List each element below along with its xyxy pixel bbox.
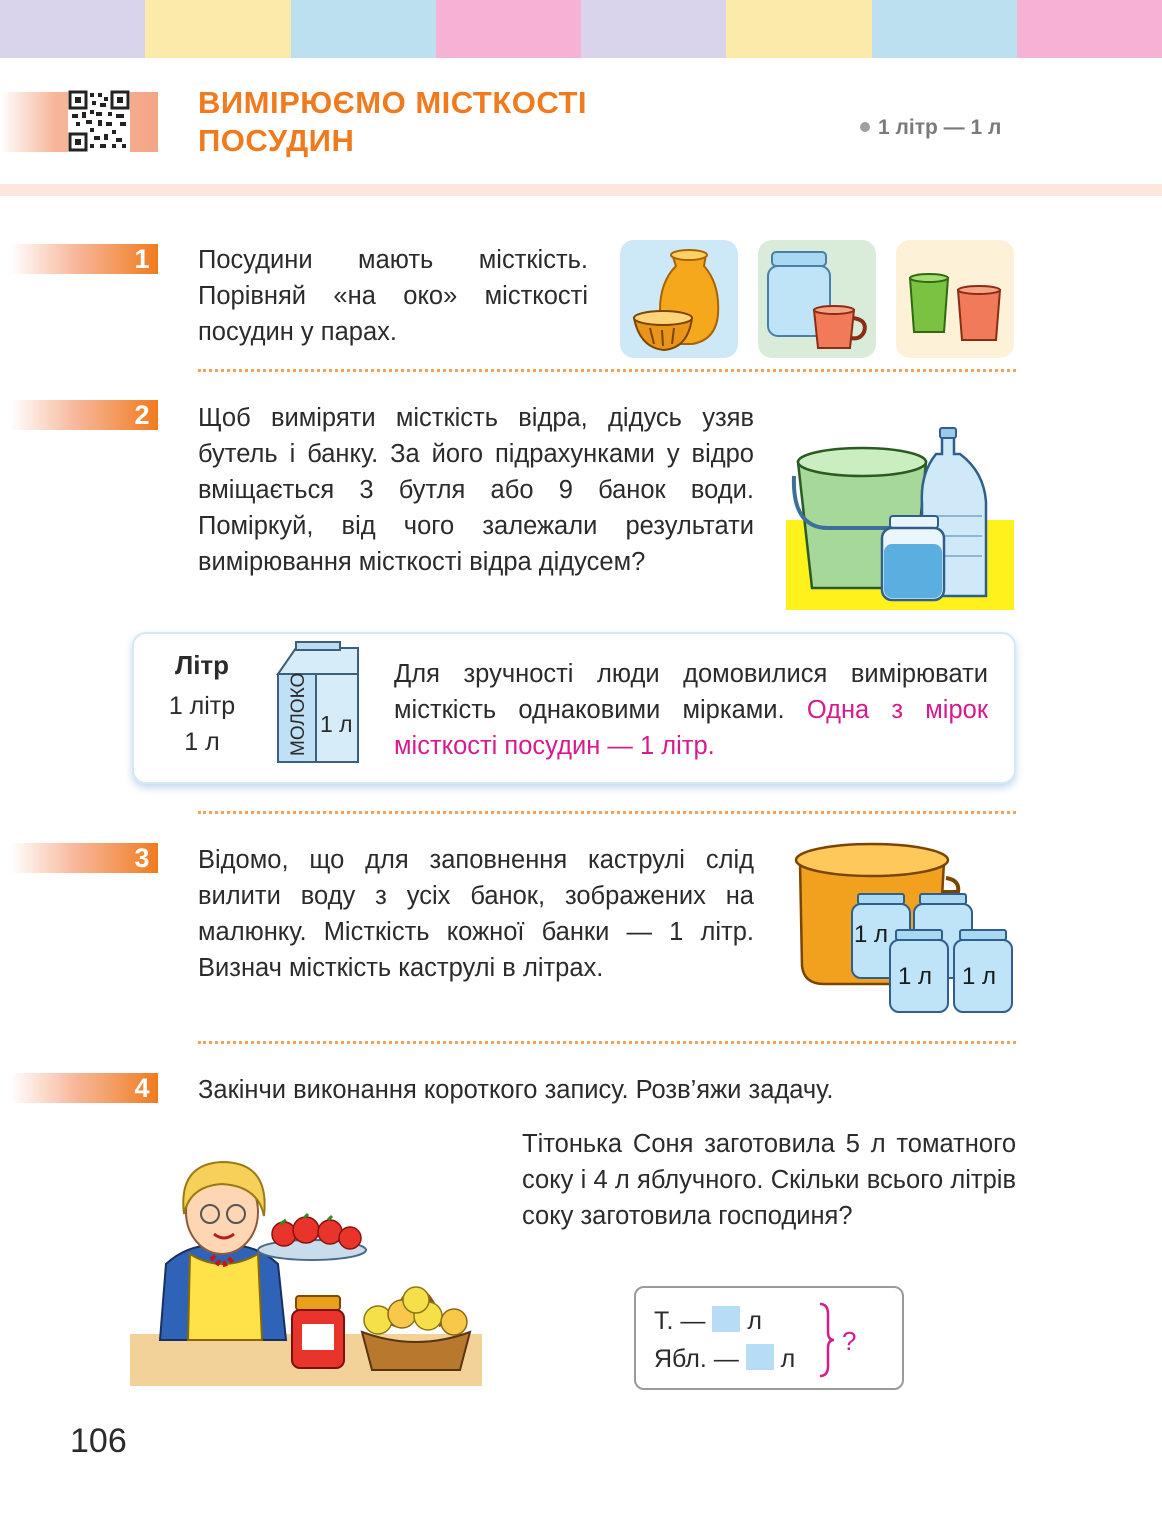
litre-explanation	[394, 656, 988, 764]
bucket-bottle-jar-illustration	[786, 424, 1014, 610]
aunt-sonia-illustration	[130, 1134, 482, 1386]
task-marker-3	[10, 843, 158, 873]
litre-short-notation: 1 л	[184, 728, 220, 756]
strip-segment-4	[436, 0, 581, 58]
litre-full-notation: 1 літр	[168, 692, 236, 720]
jar-label-2: 1 л	[898, 963, 933, 990]
milk-carton-volume: 1 л	[320, 711, 353, 737]
task-1-text: Посудини мають місткість. Порівняй «на око» місткості посудин у парах.	[198, 246, 588, 346]
jar-label-3: 1 л	[962, 963, 997, 990]
jug-and-bowl-icon	[620, 240, 738, 358]
answer-blank-tomato[interactable]	[712, 1306, 740, 1332]
litre-definition-box	[132, 632, 1016, 784]
task-4-instruction: Закінчи виконання короткого запису. Розв’яжи задачу.	[198, 1076, 834, 1104]
task-4-problem: Тітонька Соня заготовила 5 л томатного соку і 4 л яблучного. Скільки всього літрів соку заготовила господиня?	[522, 1130, 1016, 1230]
jar-and-cup-icon	[758, 240, 876, 358]
record-row-tomato-label: Т. —	[654, 1307, 706, 1335]
strip-segment-6	[726, 0, 871, 58]
strip-segment-2	[145, 0, 290, 58]
vessel-pair-tile-3	[896, 240, 1014, 358]
task-number-2: 2	[134, 400, 150, 430]
record-row-apple	[654, 1344, 795, 1374]
task-number-3: 3	[134, 843, 150, 873]
strip-segment-3	[291, 0, 436, 58]
key-note-text: 1 літр — 1 л	[878, 116, 1002, 139]
divider-3	[198, 1041, 1016, 1044]
vessel-pair-tile-2	[758, 240, 876, 358]
record-row-tomato-unit: л	[747, 1307, 762, 1335]
bullet-icon	[860, 122, 870, 132]
litre-heading: Літр	[174, 650, 230, 680]
short-record-box	[634, 1286, 904, 1390]
strip-segment-5	[581, 0, 726, 58]
milk-carton-icon	[274, 640, 360, 766]
divider-2	[198, 811, 1016, 814]
header-divider	[0, 184, 1162, 196]
milk-carton-label: МОЛОКО	[288, 672, 309, 756]
task-2-text: Щоб виміряти місткість відра, дідусь узяв бутель і банку. За його підрахунками у відро вміщається 3 бутля або 9 банок води. Поміркуй, від чого залежали результати вимірювання місткості відра дідусем?	[198, 404, 754, 576]
task-number-1: 1	[134, 244, 150, 274]
task-marker-2	[10, 400, 158, 430]
strip-segment-8	[1017, 0, 1162, 58]
task-number-4: 4	[134, 1073, 150, 1103]
qr-code-icon	[68, 90, 130, 152]
curly-brace-icon	[816, 1302, 836, 1378]
task-marker-1	[10, 244, 158, 274]
page-title-line2: ПОСУДИН	[198, 123, 355, 158]
two-glasses-icon	[896, 240, 1014, 358]
page-title	[198, 84, 758, 160]
divider-1	[198, 369, 1016, 372]
record-row-apple-label: Ябл. —	[654, 1345, 739, 1373]
strip-segment-7	[872, 0, 1017, 58]
record-row-tomato	[654, 1306, 762, 1336]
page-number: 106	[70, 1422, 127, 1460]
record-question-mark: ?	[842, 1326, 857, 1356]
pot-and-jars-illustration	[790, 838, 1016, 1016]
jar-label-1: 1 л	[854, 921, 889, 948]
litre-explanation-text: Для зручності люди домовилися вимірювати місткість однаковими мірками.	[394, 660, 988, 724]
top-color-strip	[0, 0, 1162, 58]
litre-highlight: Одна з мірок місткості посудин — 1 літр.	[394, 696, 988, 760]
record-row-apple-unit: л	[780, 1345, 796, 1373]
key-note	[860, 116, 1001, 140]
task-marker-4	[10, 1073, 158, 1103]
task-3-text: Відомо, що для заповнення каструлі слід вилити воду з усіх банок, зображених на малюнку. Місткість кожної банки — 1 літр. Визнач місткість каструлі в літрах.	[198, 846, 754, 982]
page-title-line1: ВИМІРЮЄМО МІСТКОСТІ	[198, 85, 588, 120]
strip-segment-1	[0, 0, 145, 58]
vessel-pair-tile-1	[620, 240, 738, 358]
answer-blank-apple[interactable]	[746, 1344, 774, 1370]
